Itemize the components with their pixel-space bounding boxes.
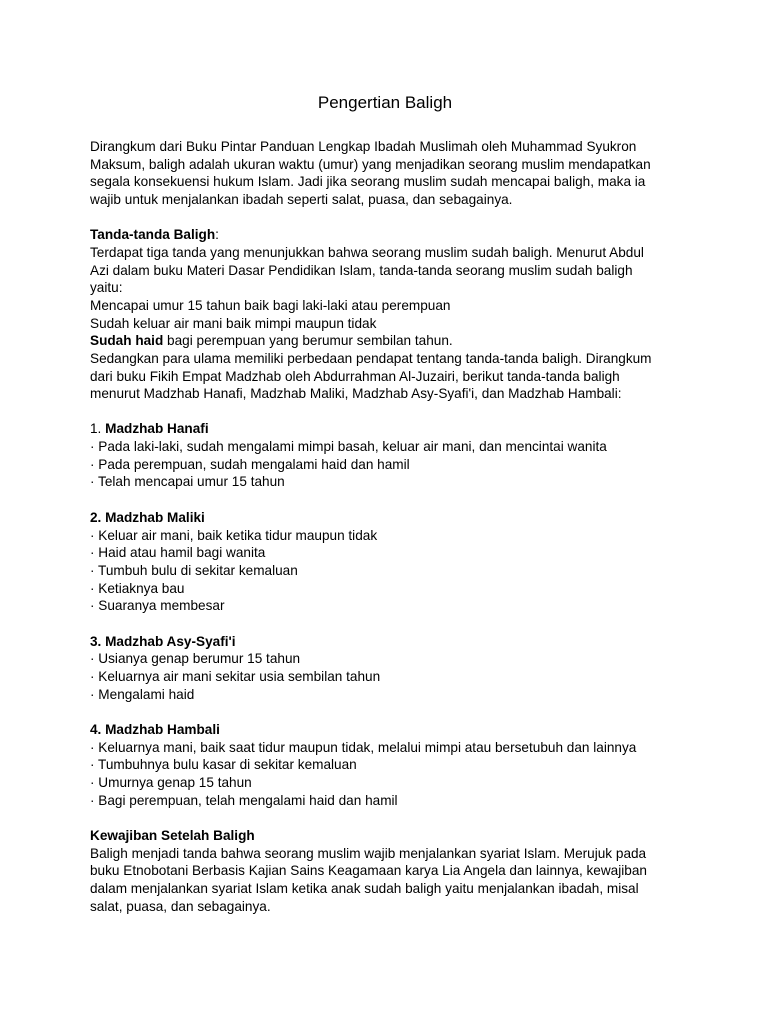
maliki-item: · Haid atau hamil bagi wanita (90, 545, 266, 560)
kewajiban-line: salat, puasa, dan sebagainya. (90, 899, 271, 914)
kewajiban-heading-text: Kewajiban Setelah Baligh (90, 828, 255, 843)
tanda-after-line: menurut Madzhab Hanafi, Madzhab Maliki, Madzhab Asy-Syafi'i, dan Madzhab Hambali: (90, 386, 622, 401)
hambali-item: · Keluarnya mani, baik saat tidur maupun tidak, melalui mimpi atau bersetubuh dan lainnya (90, 740, 637, 755)
intro-line: wajib untuk menjalankan ibadah seperti salat, puasa, dan sebagainya. (90, 192, 513, 207)
syafii-item: · Mengalami haid (90, 687, 195, 702)
hanafi-number: 1. (90, 421, 106, 436)
maliki-item: · Suaranya membesar (90, 598, 225, 613)
syafii-heading (90, 633, 236, 651)
maliki-item: · Keluar air mani, baik ketika tidur maupun tidak (90, 528, 378, 543)
kewajiban-line: buku Etnobotani Berbasis Kajian Sains Keagamaan karya Lia Angela dan lainnya, kewajiban (90, 863, 647, 878)
hambali-item: · Umurnya genap 15 tahun (90, 775, 252, 790)
tanda-heading-line (90, 226, 219, 244)
hambali-heading-text: 4. Madzhab Hambali (90, 722, 220, 737)
intro-line: Dirangkum dari Buku Pintar Panduan Lengkap Ibadah Muslimah oleh Muhammad Syukron (90, 139, 637, 154)
syafii-item: · Keluarnya air mani sekitar usia sembilan tahun (90, 669, 381, 684)
maliki-heading (90, 509, 205, 527)
tanda-line: Mencapai umur 15 tahun baik bagi laki-laki atau perempuan (90, 298, 451, 313)
tanda-line: Terdapat tiga tanda yang menunjukkan bahwa seorang muslim sudah baligh. Menurut Abdul (90, 245, 644, 260)
syafii-item: · Usianya genap berumur 15 tahun (90, 651, 301, 666)
tanda-heading-colon: : (215, 227, 219, 242)
tanda-heading: Tanda-tanda Baligh (90, 227, 216, 242)
hanafi-item: · Pada perempuan, sudah mengalami haid dan hamil (90, 457, 410, 472)
intro-line: segala konsekuensi hukum Islam. Jadi jika seorang muslim sudah mencapai baligh, maka ia (90, 174, 646, 189)
kewajiban-line: Baligh menjadi tanda bahwa seorang muslim wajib menjalankan syariat Islam. Merujuk pada (90, 846, 647, 861)
hambali-heading (90, 721, 220, 739)
page-title: Pengertian Baligh (317, 93, 453, 112)
kewajiban-heading (90, 827, 255, 845)
hanafi-item: · Pada laki-laki, sudah mengalami mimpi basah, keluar air mani, dan mencintai wanita (90, 439, 607, 454)
hambali-item: · Bagi perempuan, telah mengalami haid dan hamil (90, 793, 398, 808)
kewajiban-line: dalam menjalankan syariat Islam ketika anak sudah baligh yaitu menjalankan ibadah, misal (90, 881, 639, 896)
hambali-item: · Tumbuhnya bulu kasar di sekitar kemaluan (90, 757, 357, 772)
tanda-haid-bold: Sudah haid (90, 333, 164, 348)
maliki-item: · Tumbuh bulu di sekitar kemaluan (90, 563, 298, 578)
tanda-line: Azi dalam buku Materi Dasar Pendidikan Islam, tanda-tanda seorang muslim sudah baligh (90, 263, 633, 278)
tanda-line: Sudah keluar air mani baik mimpi maupun tidak (90, 316, 377, 331)
tanda-after-line: Sedangkan para ulama memiliki perbedaan pendapat tentang tanda-tanda baligh. Dirangkum (90, 351, 652, 366)
tanda-line: yaitu: (90, 280, 123, 295)
syafii-heading-text: 3. Madzhab Asy-Syafi'i (90, 634, 236, 649)
maliki-item: · Ketiaknya bau (90, 581, 185, 596)
maliki-heading-text: 2. Madzhab Maliki (90, 510, 205, 525)
hanafi-item: · Telah mencapai umur 15 tahun (90, 474, 285, 489)
hanafi-heading: Madzhab Hanafi (105, 421, 209, 436)
tanda-after-line: dari buku Fikih Empat Madzhab oleh Abdurrahman Al-Juzairi, berikut tanda-tanda baligh (90, 369, 620, 384)
intro-line: Maksum, baligh adalah ukuran waktu (umur) yang menjadikan seorang muslim mendapatkan (90, 157, 651, 172)
hanafi-heading-line (90, 420, 209, 438)
tanda-haid-line (90, 332, 453, 350)
tanda-haid-rest: bagi perempuan yang berumur sembilan tahun. (163, 333, 453, 348)
